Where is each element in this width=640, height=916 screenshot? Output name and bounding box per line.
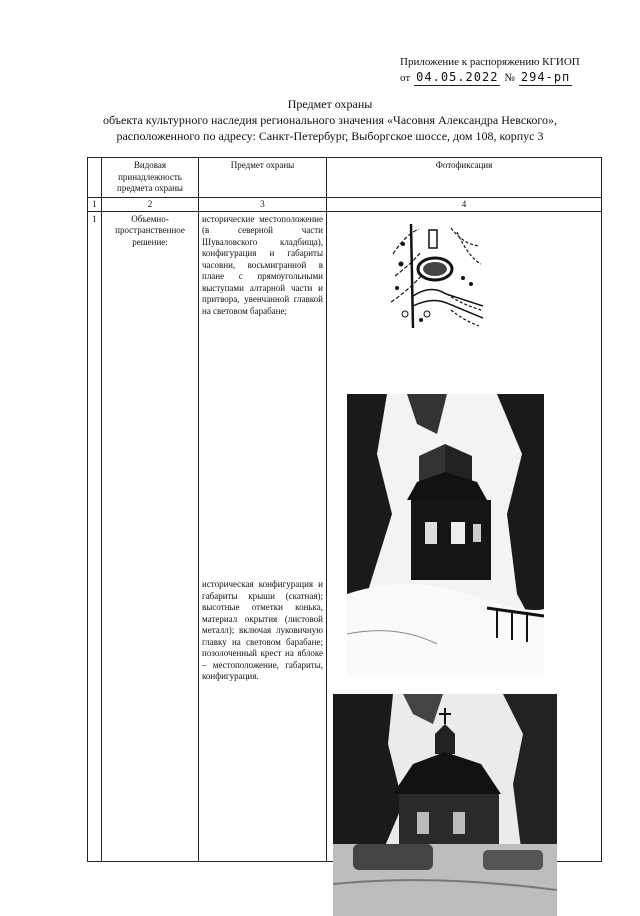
chapel-roof-icon xyxy=(333,694,557,916)
from-label: от xyxy=(400,72,411,84)
number-label: № xyxy=(504,72,515,84)
annex-line2 xyxy=(400,70,580,86)
header-col2: Видовая принадлежность предмета охраны xyxy=(102,158,199,198)
chapel-roof-photo xyxy=(333,694,557,916)
order-number: 294-рп xyxy=(520,70,571,84)
annex-line1: Приложение к распоряжению КГИОП xyxy=(400,56,580,68)
annex-header xyxy=(400,55,580,86)
table-number-row xyxy=(88,197,602,211)
col-number-3: 3 xyxy=(199,197,327,211)
title-line1: Предмет охраны xyxy=(287,97,373,111)
chapel-icon xyxy=(347,394,544,676)
title-line2: объекта культурного наследия регионального значения «Часовня Александра Невского», xyxy=(102,113,557,127)
site-plan-map xyxy=(391,224,483,328)
document-title xyxy=(60,96,600,144)
chapel-winter-photo xyxy=(347,394,544,676)
table-row xyxy=(88,211,602,862)
protection-item-1: исторические местоположение (в северной части Шуваловского кладбища), конфигурация и габариты часовни, восьмигранной в плане с прямоугольными выступами алтарной части и притвора, увенчанной главкой на световом барабане; xyxy=(202,213,323,316)
header-col3: Предмет охраны xyxy=(199,158,327,198)
photo-cell xyxy=(327,211,602,862)
item-spacer xyxy=(202,317,323,579)
table-header-row xyxy=(88,158,602,198)
header-col4: Фотофиксация xyxy=(327,158,602,198)
order-date: 04.05.2022 xyxy=(416,70,499,84)
protection-table xyxy=(87,157,602,862)
row-index: 1 xyxy=(88,211,102,862)
map-icon xyxy=(391,224,483,328)
header-col1 xyxy=(88,158,102,198)
col-number-1: 1 xyxy=(88,197,102,211)
col-number-2: 2 xyxy=(102,197,199,211)
row-items xyxy=(199,211,327,862)
title-line3: расположенного по адресу: Санкт-Петербург, Выборгское шоссе, дом 108, корпус 3 xyxy=(116,129,544,143)
protection-item-2: историческая конфигурация и габариты крыши (скатная); высотные отметки конька, материал окрытия (листовой металл); включая луковичную главку на световом барабане; позолоченный крест на яблоке – местоположение, габариты, конфигурация. xyxy=(202,579,323,681)
col-number-4: 4 xyxy=(327,197,602,211)
row-type: Объемно-пространственное решение: xyxy=(102,211,199,862)
